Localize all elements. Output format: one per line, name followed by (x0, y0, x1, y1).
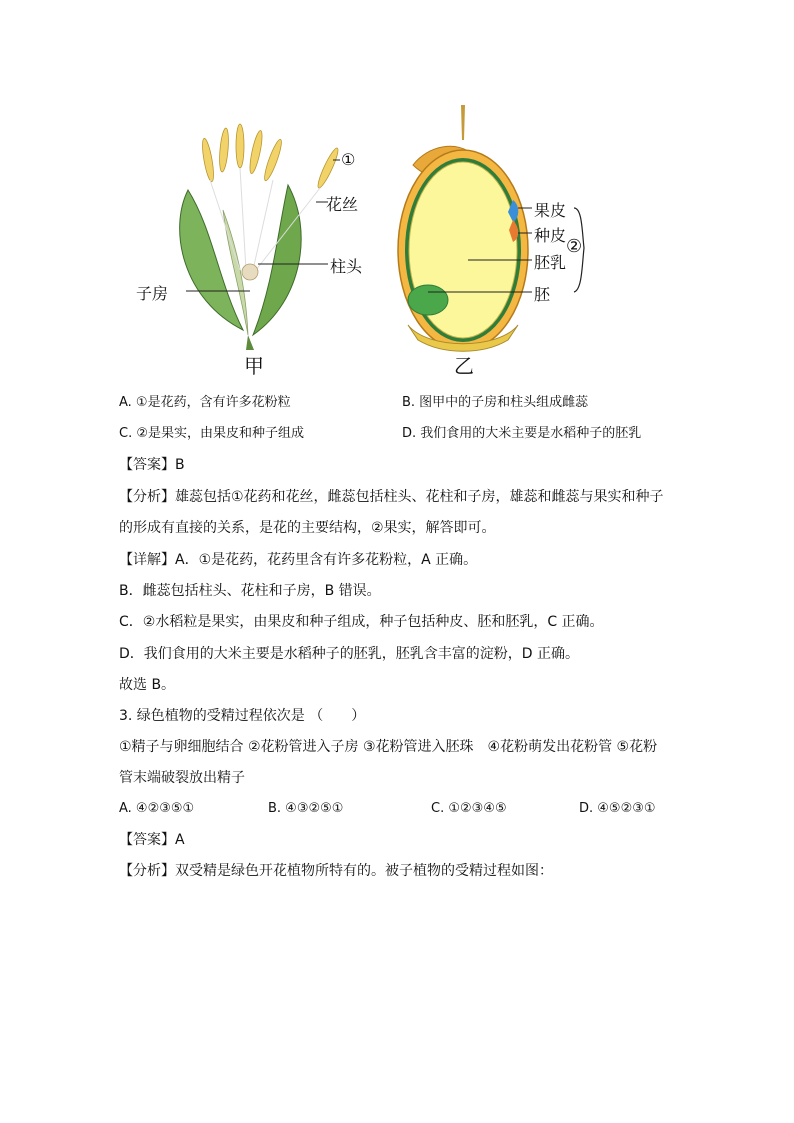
seed-coat-label: 种皮 (534, 226, 567, 245)
filament-label: 花丝 (326, 195, 359, 214)
q2-detail-line-4: D．我们食用的大米主要是水稻种子的胚乳，胚乳含丰富的淀粉，D 正确。 (119, 646, 580, 662)
figure-jia-caption: 甲 (244, 354, 264, 378)
q2-option-c: C. ②是果实，由果皮和种子组成 (119, 426, 304, 441)
figure-illustration (128, 100, 588, 380)
stigma-label: 柱头 (330, 257, 363, 276)
q2-detail-line-5: 故选 B。 (119, 677, 176, 693)
q3-items-line-2: 管末端破裂放出精子 (119, 770, 245, 786)
q2-option-b: B. 图甲中的子房和柱头组成雌蕊 (402, 395, 589, 410)
q3-option-d: D. ④⑤②③① (579, 801, 656, 816)
q2-option-d: D. 我们食用的大米主要是水稻种子的胚乳 (402, 426, 642, 441)
endosperm-label: 胚乳 (534, 253, 567, 272)
q3-answer: 【答案】A (119, 832, 185, 848)
ovary-label: 子房 (136, 284, 169, 303)
rice-flower-drawing (180, 124, 341, 350)
circle-2-label: ② (566, 236, 583, 257)
q2-option-a: A. ①是花药，含有许多花粉粒 (119, 395, 291, 410)
q3-items-line-1: ①精子与卵细胞结合 ②花粉管进入子房 ③花粉管进入胚珠 ④花粉萌发出花粉管 ⑤花粉 (119, 739, 658, 755)
q3-option-a: A. ④②③⑤① (119, 801, 195, 816)
q3-option-b: B. ④③②⑤① (268, 801, 344, 816)
q3-option-c: C. ①②③④⑤ (431, 801, 507, 816)
embryo-label: 胚 (534, 285, 551, 304)
q2-answer: 【答案】B (119, 457, 185, 473)
q2-detail-line-1: 【详解】A．①是花药，花药里含有许多花粉粒，A 正确。 (119, 552, 478, 568)
q2-analysis-line-1: 【分析】雄蕊包括①花药和花丝，雌蕊包括柱头、花柱和子房，雄蕊和雌蕊与果实和种子 (119, 489, 664, 505)
figure-yi-caption: 乙 (454, 354, 474, 378)
q2-detail-line-3: C．②水稻粒是果实，由果皮和种子组成，种子包括种皮、胚和胚乳，C 正确。 (119, 614, 604, 630)
q3-stem: 3. 绿色植物的受精过程依次是 （ ） (119, 708, 366, 724)
q2-detail-line-2: B．雌蕊包括柱头、花柱和子房，B 错误。 (119, 583, 381, 599)
rice-flower-and-grain-figure (128, 100, 588, 380)
q3-analysis: 【分析】双受精是绿色开花植物所特有的。被子植物的受精过程如图： (119, 863, 553, 879)
q2-analysis-line-2: 的形成有直接的关系，是花的主要结构，②果实，解答即可。 (119, 520, 496, 536)
circle-1-label: ① (341, 150, 356, 169)
pericarp-label: 果皮 (534, 201, 567, 220)
